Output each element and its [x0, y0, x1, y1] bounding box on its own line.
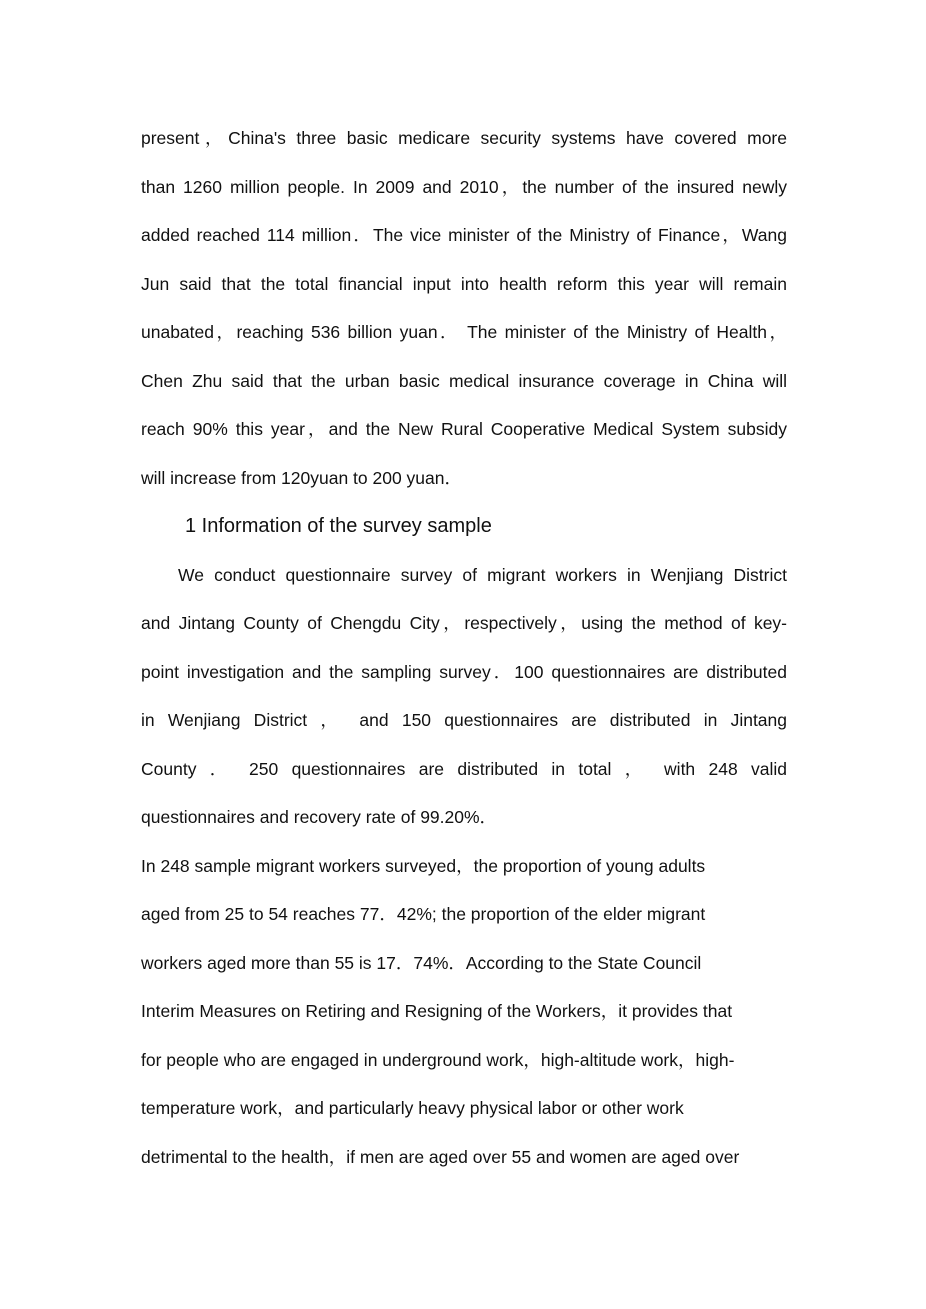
- paragraph-1-line-5: unabated，reaching 536 billion yuan． The minister of the Ministry of Health，: [141, 322, 787, 342]
- paragraph-3-line-6: temperature work，and particularly heavy physical labor or other work: [141, 1098, 684, 1118]
- paragraph-3-line-5: for people who are engaged in underground work，high-altitude work，high-: [141, 1050, 735, 1070]
- paragraph-1-line-4: Jun said that the total financial input into health reform this year will remain: [141, 274, 787, 294]
- paragraph-3-line-1: In 248 sample migrant workers surveyed，the proportion of young adults: [141, 856, 706, 876]
- paragraph-1-line-1: present，China's three basic medicare security systems have covered more: [141, 128, 787, 148]
- paragraph-1-line-7: reach 90% this year，and the New Rural Cooperative Medical System subsidy: [141, 419, 787, 439]
- paragraph-2-line-1: We conduct questionnaire survey of migrant workers in Wenjiang District: [178, 565, 787, 585]
- paragraph-2-line-4: in Wenjiang District ， and 150 questionnaires are distributed in Jintang: [141, 710, 787, 730]
- paragraph-2-line-3: point investigation and the sampling survey．100 questionnaires are distributed: [141, 662, 787, 682]
- paragraph-2-line-5: County ． 250 questionnaires are distributed in total ， with 248 valid: [141, 759, 787, 779]
- paragraph-1-line-3: added reached 114 million．The vice minister of the Ministry of Finance，Wang: [141, 225, 787, 245]
- paragraph-1-line-2: than 1260 million people. In 2009 and 2010，the number of the insured newly: [141, 177, 787, 197]
- paragraph-2-line-2: and Jintang County of Chengdu City，respectively，using the method of key-: [141, 613, 787, 633]
- paragraph-3-line-2: aged from 25 to 54 reaches 77．42%; the proportion of the elder migrant: [141, 904, 706, 924]
- paragraph-1-line-8: will increase from 120yuan to 200 yuan．: [141, 468, 463, 488]
- section-heading: 1 Information of the survey sample: [185, 515, 492, 537]
- paragraph-2-line-6: questionnaires and recovery rate of 99.20%．: [141, 807, 498, 827]
- paragraph-3-line-3: workers aged more than 55 is 17．74%．According to the State Council: [141, 953, 702, 973]
- paragraph-3-line-7: detrimental to the health，if men are aged over 55 and women are aged over: [141, 1147, 740, 1167]
- paragraph-1-line-6: Chen Zhu said that the urban basic medical insurance coverage in China will: [141, 371, 787, 391]
- paragraph-3-line-4: Interim Measures on Retiring and Resigning of the Workers，it provides that: [141, 1001, 733, 1021]
